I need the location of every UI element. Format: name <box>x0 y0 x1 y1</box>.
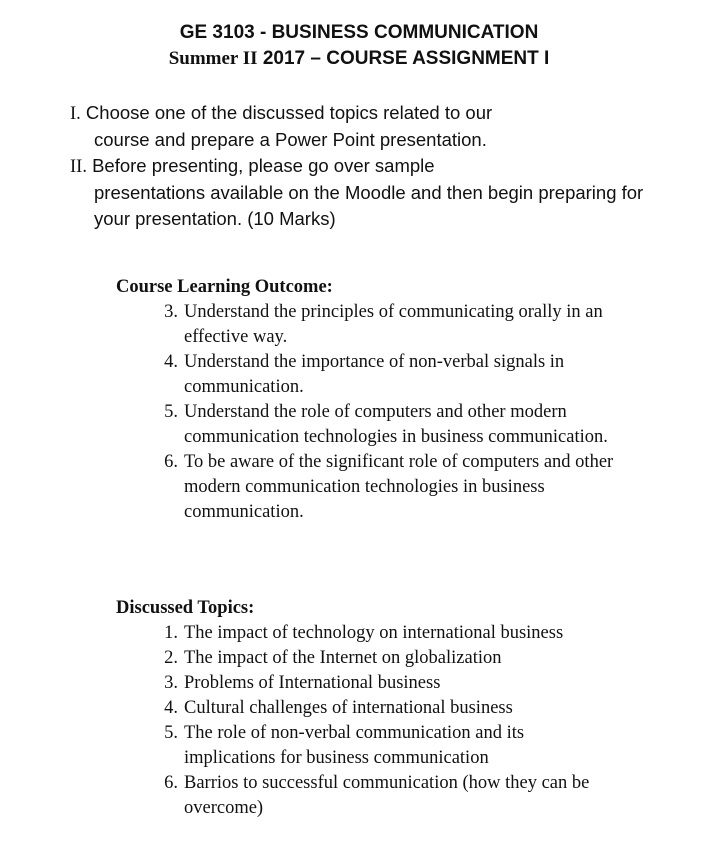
list-item <box>116 771 676 821</box>
list-text: Problems of International business <box>184 673 441 693</box>
instruction-text-cont: course and prepare a Power Point presentation. <box>94 129 487 150</box>
list-text: Understand the importance of non-verbal signals in communication. <box>184 352 565 397</box>
assignment-label: 2017 – COURSE ASSIGNMENT I <box>257 48 550 69</box>
list-text: The impact of technology on international business <box>184 623 564 643</box>
course-title: GE 3103 - BUSINESS COMMUNICATION <box>179 22 539 43</box>
list-item <box>116 400 676 450</box>
instruction-numeral: I. <box>70 104 81 124</box>
list-item <box>116 621 676 646</box>
list-number: 2. <box>164 648 178 668</box>
list-number: 3. <box>164 302 178 322</box>
topics-heading: Discussed Topics: <box>116 598 255 618</box>
list-text: Understand the principles of communicating orally in an effective way. <box>184 302 603 347</box>
list-item <box>116 721 676 771</box>
list-text: Cultural challenges of international business <box>184 698 513 718</box>
instruction-text: Choose one of the discussed topics related to our <box>80 102 493 123</box>
list-number: 5. <box>164 402 178 422</box>
discussed-topics <box>116 596 676 821</box>
list-item <box>116 696 676 721</box>
list-number: 4. <box>164 698 178 718</box>
list-item <box>116 646 676 671</box>
term-label: Summer II <box>168 48 258 69</box>
list-item <box>116 450 676 525</box>
instruction-item <box>70 100 670 153</box>
outcomes-heading: Course Learning Outcome: <box>116 277 333 297</box>
instruction-numeral: II. <box>70 157 87 177</box>
list-text: Understand the role of computers and other modern communication technologies in business communication. <box>184 402 608 447</box>
list-number: 6. <box>164 773 178 793</box>
list-text: The impact of the Internet on globalization <box>184 648 502 668</box>
course-learning-outcomes <box>116 275 676 525</box>
assignment-title <box>0 48 718 70</box>
list-number: 5. <box>164 723 178 743</box>
list-text: To be aware of the significant role of computers and other modern communication technologies in business communication. <box>184 452 614 522</box>
list-number: 3. <box>164 673 178 693</box>
instruction-text: Before presenting, please go over sample <box>86 155 435 176</box>
instruction-item <box>70 153 670 232</box>
list-text: The role of non-verbal communication and its implications for business communication <box>184 723 525 768</box>
list-text: Barrios to successful communication (how they can be overcome) <box>184 773 590 818</box>
list-number: 1. <box>164 623 178 643</box>
instructions <box>70 100 670 232</box>
list-item <box>116 300 676 350</box>
topics-list <box>116 621 676 821</box>
list-item <box>116 671 676 696</box>
list-number: 6. <box>164 452 178 472</box>
list-item <box>116 350 676 400</box>
outcomes-list <box>116 300 676 525</box>
instruction-text-cont: presentations available on the Moodle and then begin preparing for your presentation. (10 Marks) <box>94 182 644 229</box>
list-number: 4. <box>164 352 178 372</box>
